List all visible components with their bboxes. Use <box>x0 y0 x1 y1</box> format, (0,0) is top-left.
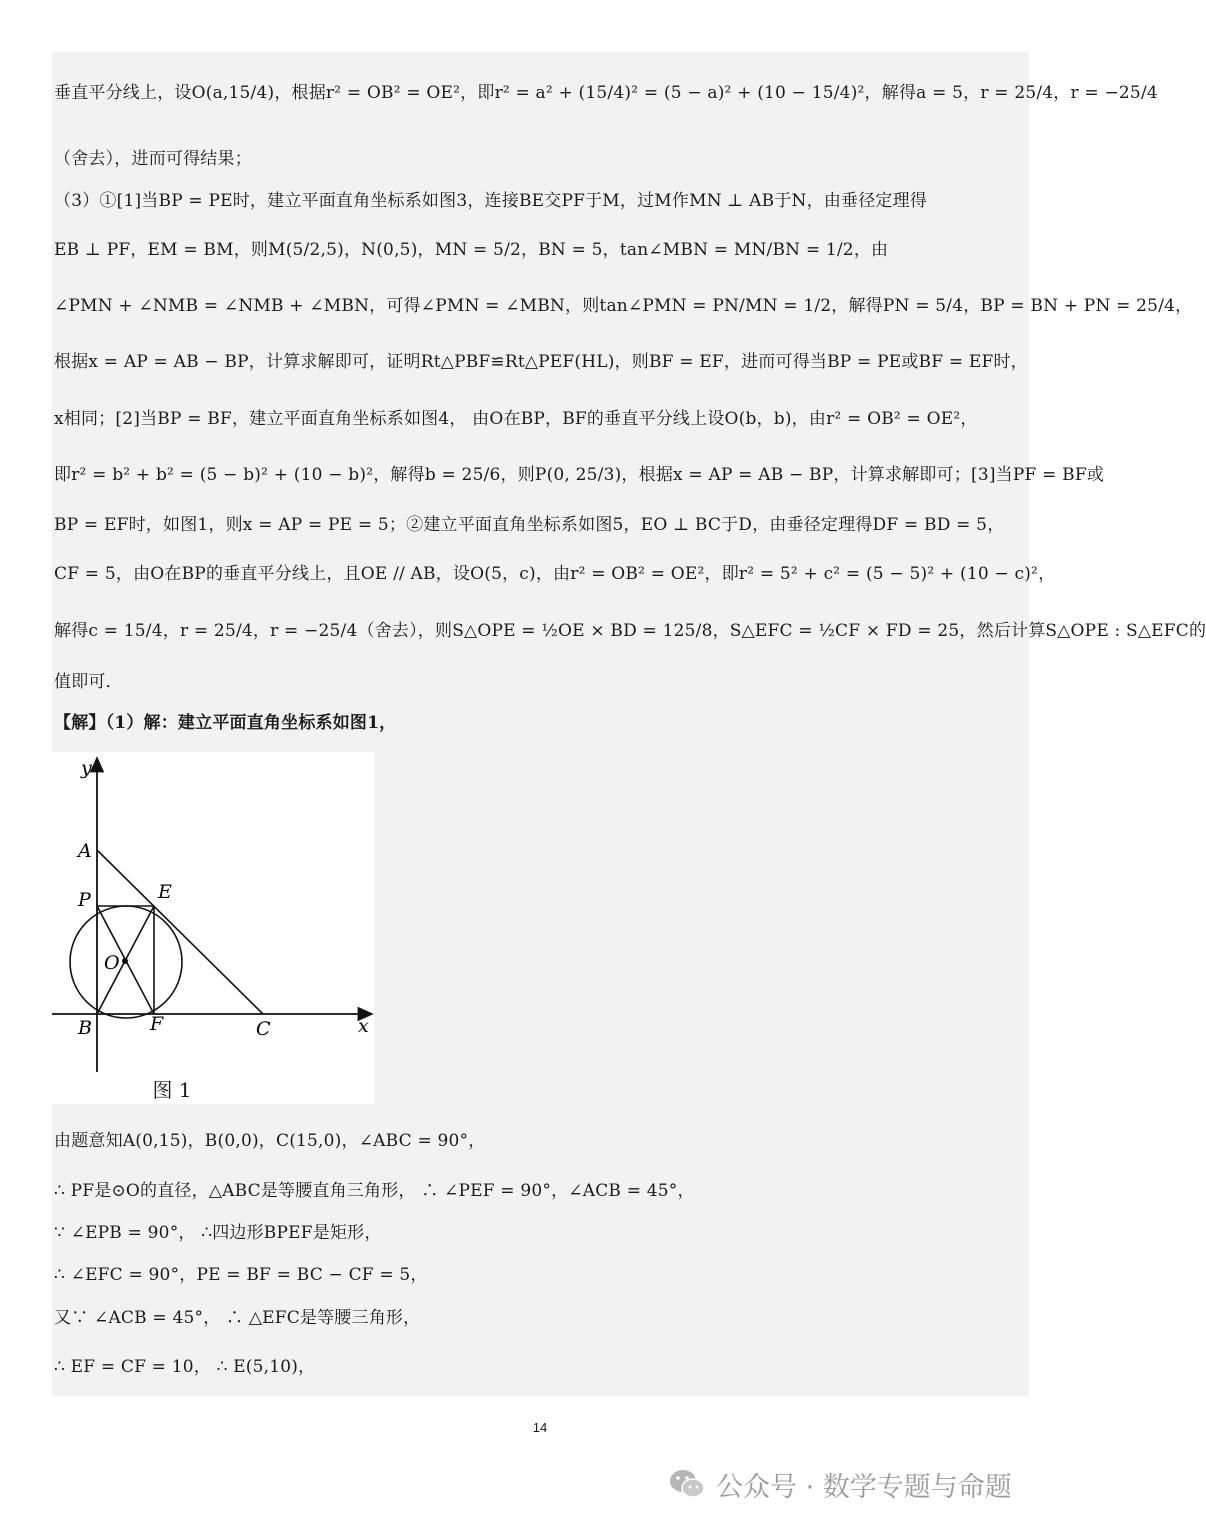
text-line: ∵ ∠EPB = 90°， ∴四边形BPEF是矩形， <box>54 1223 382 1243</box>
text-line: x相同；[2]当BP = BF，建立平面直角坐标系如图4， 由O在BP，BF的垂直平分线上设O(b，b)，由r² = OB² = OE²， <box>54 409 978 429</box>
figure-drawing <box>52 752 374 1074</box>
text-line: 即r² = b² + b² = (5 − b)² + (10 − b)²，解得b = 25/6，则P(0, 25/3)，根据x = AP = AB − BP，计算求解即可；[3]当PF = BF或 <box>54 465 1105 485</box>
watermark <box>668 1462 1012 1506</box>
label-b: B <box>78 1017 92 1039</box>
label-x: x <box>358 1015 369 1037</box>
text-line: EB ⊥ PF，EM = BM，则M(5/2,5)，N(0,5)，MN = 5/2，BN = 5，tan∠MBN = MN/BN = 1/2，由 <box>54 240 889 260</box>
text-line: 又∵ ∠ACB = 45°， ∴ △EFC是等腰三角形， <box>54 1308 421 1328</box>
label-a: A <box>78 840 92 862</box>
wechat-icon <box>668 1467 706 1501</box>
text-line: BP = EF时，如图1，则x = AP = PE = 5；②建立平面直角坐标系如图5，EO ⊥ BC于D，由垂径定理得DF = BD = 5， <box>54 515 1005 535</box>
figure-caption: 图 1 <box>152 1078 192 1102</box>
text-line: 解得c = 15/4，r = 25/4，r = −25/4（舍去），则S△OPE = ½OE × BD = 125/8，S△EFC = ½CF × FD = 25，然后计算S△OPE : S△EFC的 <box>54 621 1206 641</box>
text-line: 由题意知A(0,15)，B(0,0)，C(15,0)，∠ABC = 90°， <box>54 1131 486 1151</box>
text-line: CF = 5，由O在BP的垂直平分线上，且OE // AB，设O(5，c)，由r² = OB² = OE²，即r² = 5² + c² = (5 − 5)² + (10 − c)²， <box>54 564 1056 584</box>
text-line: （3）①[1]当BP = PE时，建立平面直角坐标系如图3，连接BE交PF于M，过M作MN ⊥ AB于N，由垂径定理得 <box>54 191 928 211</box>
text-line: ∴ EF = CF = 10， ∴ E(5,10)， <box>54 1357 316 1377</box>
text-line: 根据x = AP = AB − BP，计算求解即可，证明Rt△PBF≌Rt△PEF(HL)，则BF = EF，进而可得当BP = PE或BF = EF时， <box>54 352 1028 372</box>
text-line: ∠PMN + ∠NMB = ∠NMB + ∠MBN，可得∠PMN = ∠MBN，则tan∠PMN = PN/MN = 1/2，解得PN = 5/4，BP = BN + PN = 25/4， <box>54 296 1193 316</box>
text-line: 值即可． <box>54 672 123 692</box>
label-e: E <box>158 881 172 903</box>
page-number: 14 <box>532 1420 548 1435</box>
text-line: 垂直平分线上，设O(a,15/4)，根据r² = OB² = OE²，即r² = a² + (15/4)² = (5 − a)² + (10 − 15/4)²，解得a = 5，r = 25/4，r = −25/4 <box>54 83 1158 103</box>
geometry-figure <box>52 752 374 1104</box>
watermark-text: 公众号 · 数学专题与命题 <box>716 1471 1012 1503</box>
label-c: C <box>256 1018 271 1040</box>
label-o: O <box>104 952 120 974</box>
label-p: P <box>78 889 91 911</box>
center-point <box>122 958 128 964</box>
label-y: y <box>81 757 92 779</box>
text-line: （舍去），进而可得结果； <box>54 149 252 169</box>
text-line: ∴ PF是⊙O的直径，△ABC是等腰直角三角形， ∴ ∠PEF = 90°，∠ACB = 45°， <box>54 1181 695 1201</box>
segment-ac <box>97 850 263 1014</box>
label-f: F <box>150 1013 164 1035</box>
text-line: ∴ ∠EFC = 90°，PE = BF = BC − CF = 5， <box>54 1265 428 1285</box>
solution-heading: 【解】（1）解：建立平面直角坐标系如图1， <box>54 713 397 733</box>
